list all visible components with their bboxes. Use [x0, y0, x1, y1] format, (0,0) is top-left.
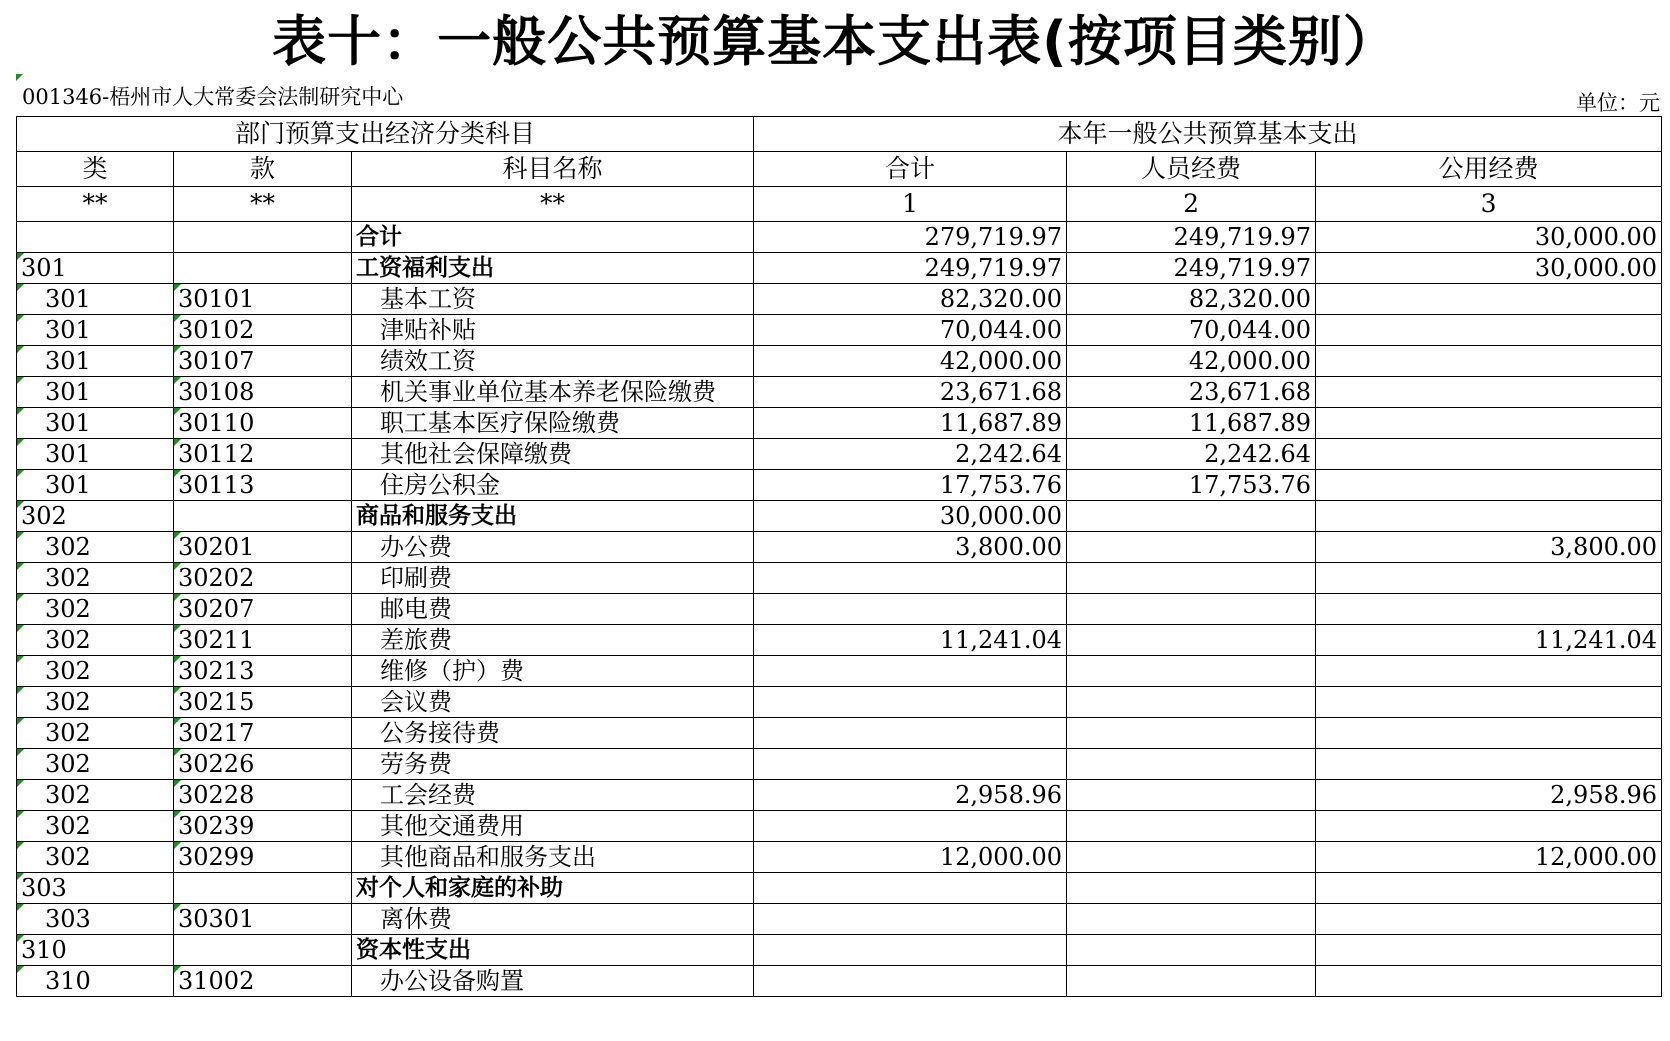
cell-lei: 302: [17, 718, 174, 749]
cell-personnel: 42,000.00: [1067, 346, 1316, 377]
cell-name: 其他商品和服务支出: [352, 842, 754, 873]
cell-name: 资本性支出: [352, 935, 754, 966]
table-row: [17, 842, 1662, 873]
cell-public: 11,241.04: [1316, 625, 1662, 656]
table-row-category: [17, 873, 1662, 904]
table-row: [17, 966, 1662, 997]
cell-name: 邮电费: [352, 594, 754, 625]
col-header-name: 科目名称: [352, 152, 754, 187]
cell-public: [1316, 718, 1662, 749]
cell-total: 17,753.76: [754, 470, 1067, 501]
cell-name: 其他社会保障缴费: [352, 439, 754, 470]
cell-total: [754, 594, 1067, 625]
cell-lei: 301: [17, 470, 174, 501]
cell-name: 职工基本医疗保险缴费: [352, 408, 754, 439]
col-header-public: 公用经费: [1316, 152, 1662, 187]
cell-name: 工资福利支出: [352, 253, 754, 284]
cell-public: [1316, 439, 1662, 470]
cell-name: 对个人和家庭的补助: [352, 873, 754, 904]
table-row-category: [17, 501, 1662, 532]
cell-public: [1316, 315, 1662, 346]
col-index-public: 3: [1316, 187, 1662, 222]
table-row: [17, 625, 1662, 656]
table-row: [17, 377, 1662, 408]
cell-personnel: 17,753.76: [1067, 470, 1316, 501]
cell-name: 办公费: [352, 532, 754, 563]
cell-public: [1316, 904, 1662, 935]
cell-personnel: [1067, 873, 1316, 904]
table-row: [17, 811, 1662, 842]
cell-kuan: 30110: [174, 408, 352, 439]
cell-lei: 302: [17, 501, 174, 532]
cell-kuan: [174, 253, 352, 284]
cell-public: 30,000.00: [1316, 253, 1662, 284]
cell-total: 279,719.97: [754, 222, 1067, 253]
table-row: [17, 532, 1662, 563]
cell-personnel: [1067, 625, 1316, 656]
cell-total: [754, 873, 1067, 904]
cell-name: 绩效工资: [352, 346, 754, 377]
header-column-row: [17, 152, 1662, 187]
cell-lei: 301: [17, 408, 174, 439]
cell-lei: 302: [17, 687, 174, 718]
table-row-total: [17, 222, 1662, 253]
cell-kuan: 30239: [174, 811, 352, 842]
cell-kuan: 30108: [174, 377, 352, 408]
cell-public: [1316, 377, 1662, 408]
cell-name: 印刷费: [352, 563, 754, 594]
cell-total: 30,000.00: [754, 501, 1067, 532]
unit-label: 单位：元: [1576, 91, 1660, 115]
cell-lei: 310: [17, 966, 174, 997]
cell-total: [754, 687, 1067, 718]
header-left-group: 部门预算支出经济分类科目: [17, 117, 754, 152]
cell-personnel: [1067, 935, 1316, 966]
cell-total: 2,242.64: [754, 439, 1067, 470]
cell-public: [1316, 470, 1662, 501]
table-row-category: [17, 253, 1662, 284]
cell-personnel: [1067, 904, 1316, 935]
cell-public: 2,958.96: [1316, 780, 1662, 811]
cell-kuan: 31002: [174, 966, 352, 997]
cell-total: 11,241.04: [754, 625, 1067, 656]
cell-lei: 302: [17, 749, 174, 780]
table-row: [17, 904, 1662, 935]
cell-personnel: [1067, 656, 1316, 687]
cell-name: 会议费: [352, 687, 754, 718]
cell-total: [754, 904, 1067, 935]
cell-name: 公务接待费: [352, 718, 754, 749]
cell-kuan: 30226: [174, 749, 352, 780]
cell-personnel: [1067, 718, 1316, 749]
cell-personnel: [1067, 532, 1316, 563]
cell-name: 劳务费: [352, 749, 754, 780]
cell-total: 2,958.96: [754, 780, 1067, 811]
table-row: [17, 470, 1662, 501]
table-row: [17, 439, 1662, 470]
cell-public: [1316, 594, 1662, 625]
cell-lei: 302: [17, 594, 174, 625]
cell-personnel: 249,719.97: [1067, 253, 1316, 284]
cell-name: 其他交通费用: [352, 811, 754, 842]
cell-lei: 302: [17, 656, 174, 687]
cell-lei: 302: [17, 811, 174, 842]
cell-personnel: [1067, 811, 1316, 842]
header-right-group: 本年一般公共预算基本支出: [754, 117, 1662, 152]
cell-public: [1316, 656, 1662, 687]
cell-name: 办公设备购置: [352, 966, 754, 997]
cell-personnel: [1067, 563, 1316, 594]
table-row: [17, 656, 1662, 687]
table-row-category: [17, 935, 1662, 966]
table-row: [17, 687, 1662, 718]
cell-kuan: [174, 873, 352, 904]
cell-name: 津贴补贴: [352, 315, 754, 346]
cell-personnel: [1067, 966, 1316, 997]
cell-kuan: 30228: [174, 780, 352, 811]
col-header-personnel: 人员经费: [1067, 152, 1316, 187]
cell-lei: 302: [17, 563, 174, 594]
cell-kuan: 30102: [174, 315, 352, 346]
table-row: [17, 563, 1662, 594]
cell-name: 工会经费: [352, 780, 754, 811]
cell-kuan: 30217: [174, 718, 352, 749]
cell-personnel: [1067, 594, 1316, 625]
col-header-kuan: 款: [174, 152, 352, 187]
cell-kuan: 30213: [174, 656, 352, 687]
cell-public: [1316, 501, 1662, 532]
cell-name: 商品和服务支出: [352, 501, 754, 532]
budget-table: [16, 116, 1662, 997]
page-title: 表十：一般公共预算基本支出表(按项目类别）: [272, 10, 1398, 73]
cell-personnel: 11,687.89: [1067, 408, 1316, 439]
cell-public: [1316, 687, 1662, 718]
cell-lei: [17, 222, 174, 253]
cell-personnel: 23,671.68: [1067, 377, 1316, 408]
cell-name: 离休费: [352, 904, 754, 935]
cell-kuan: [174, 222, 352, 253]
col-index-lei: **: [17, 187, 174, 222]
cell-name: 基本工资: [352, 284, 754, 315]
cell-name: 差旅费: [352, 625, 754, 656]
cell-public: [1316, 346, 1662, 377]
cell-kuan: 30215: [174, 687, 352, 718]
cell-public: 12,000.00: [1316, 842, 1662, 873]
cell-kuan: [174, 935, 352, 966]
cell-kuan: 30107: [174, 346, 352, 377]
cell-total: [754, 718, 1067, 749]
cell-personnel: 70,044.00: [1067, 315, 1316, 346]
cell-kuan: [174, 501, 352, 532]
cell-lei: 302: [17, 625, 174, 656]
cell-total: [754, 811, 1067, 842]
header-group-row: [17, 117, 1662, 152]
cell-lei: 302: [17, 532, 174, 563]
cell-public: 3,800.00: [1316, 532, 1662, 563]
header-index-row: [17, 187, 1662, 222]
cell-public: [1316, 811, 1662, 842]
cell-kuan: 30112: [174, 439, 352, 470]
cell-lei: 301: [17, 284, 174, 315]
cell-personnel: [1067, 501, 1316, 532]
table-row: [17, 718, 1662, 749]
cell-name: 维修（护）费: [352, 656, 754, 687]
cell-lei: 301: [17, 315, 174, 346]
cell-total: 12,000.00: [754, 842, 1067, 873]
cell-kuan: 30299: [174, 842, 352, 873]
table-row: [17, 346, 1662, 377]
col-index-kuan: **: [174, 187, 352, 222]
cell-total: [754, 749, 1067, 780]
cell-lei: 302: [17, 842, 174, 873]
cell-total: 23,671.68: [754, 377, 1067, 408]
table-row: [17, 284, 1662, 315]
cell-kuan: 30301: [174, 904, 352, 935]
cell-name: 机关事业单位基本养老保险缴费: [352, 377, 754, 408]
cell-kuan: 30113: [174, 470, 352, 501]
cell-comment-marker: [16, 74, 23, 81]
cell-kuan: 30207: [174, 594, 352, 625]
cell-total: [754, 935, 1067, 966]
organization-label: 001346-梧州市人大常委会法制研究中心: [22, 85, 404, 109]
cell-lei: 302: [17, 780, 174, 811]
table-row: [17, 408, 1662, 439]
cell-lei: 301: [17, 439, 174, 470]
cell-total: 249,719.97: [754, 253, 1067, 284]
cell-kuan: 30211: [174, 625, 352, 656]
cell-lei: 303: [17, 873, 174, 904]
cell-personnel: 249,719.97: [1067, 222, 1316, 253]
cell-public: [1316, 966, 1662, 997]
cell-kuan: 30101: [174, 284, 352, 315]
cell-name: 住房公积金: [352, 470, 754, 501]
cell-total: 42,000.00: [754, 346, 1067, 377]
table-row: [17, 749, 1662, 780]
cell-total: [754, 563, 1067, 594]
cell-lei: 301: [17, 377, 174, 408]
cell-kuan: 30201: [174, 532, 352, 563]
cell-total: 82,320.00: [754, 284, 1067, 315]
cell-lei: 303: [17, 904, 174, 935]
cell-total: 70,044.00: [754, 315, 1067, 346]
cell-personnel: [1067, 749, 1316, 780]
cell-personnel: 82,320.00: [1067, 284, 1316, 315]
cell-lei: 301: [17, 253, 174, 284]
cell-public: [1316, 873, 1662, 904]
cell-personnel: [1067, 780, 1316, 811]
cell-lei: 301: [17, 346, 174, 377]
table-row: [17, 315, 1662, 346]
col-header-lei: 类: [17, 152, 174, 187]
cell-public: [1316, 284, 1662, 315]
col-header-total: 合计: [754, 152, 1067, 187]
cell-total: 11,687.89: [754, 408, 1067, 439]
cell-personnel: 2,242.64: [1067, 439, 1316, 470]
col-index-name: **: [352, 187, 754, 222]
cell-kuan: 30202: [174, 563, 352, 594]
cell-public: [1316, 563, 1662, 594]
cell-public: [1316, 408, 1662, 439]
cell-total: 3,800.00: [754, 532, 1067, 563]
cell-personnel: [1067, 687, 1316, 718]
cell-total: [754, 966, 1067, 997]
cell-public: [1316, 935, 1662, 966]
cell-total: [754, 656, 1067, 687]
col-index-personnel: 2: [1067, 187, 1316, 222]
table-row: [17, 594, 1662, 625]
cell-name: 合计: [352, 222, 754, 253]
cell-public: [1316, 749, 1662, 780]
table-row: [17, 780, 1662, 811]
cell-public: 30,000.00: [1316, 222, 1662, 253]
col-index-total: 1: [754, 187, 1067, 222]
cell-lei: 310: [17, 935, 174, 966]
cell-personnel: [1067, 842, 1316, 873]
